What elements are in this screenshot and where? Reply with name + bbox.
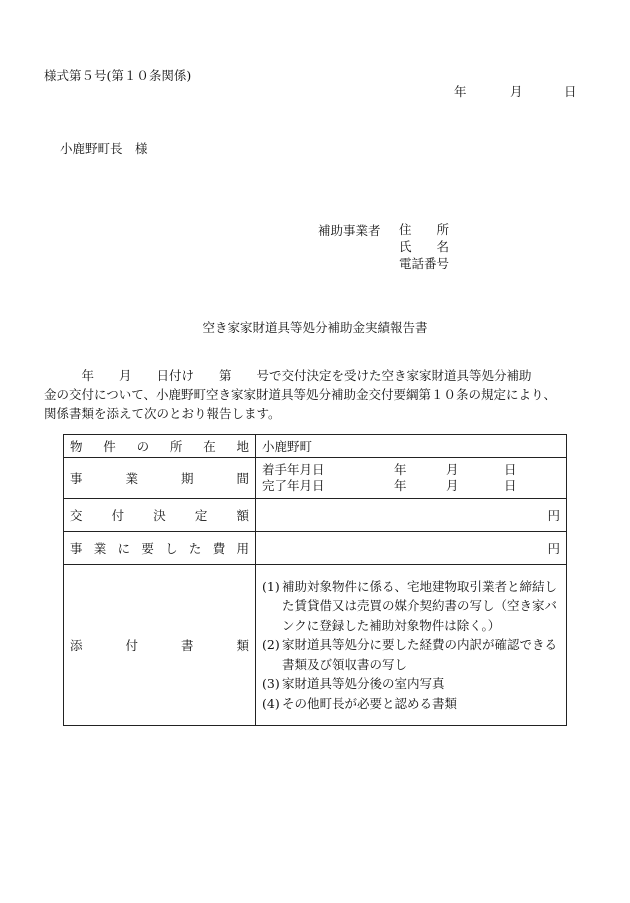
form-number: 様式第５号(第１０条関係) [44,68,192,83]
label-char: 間 [236,471,249,486]
attachment-item [262,674,560,694]
label-char: 業 [93,541,107,556]
label-char: 所 [169,439,183,454]
row-grant-amount [64,499,567,532]
label-char: 費 [212,541,226,556]
attachment-list [262,573,560,718]
property-location-value: 小鹿野町 [256,435,567,458]
project-period-value [256,458,567,499]
label-char: 添 [70,638,83,653]
grant-amount-label [64,499,256,532]
label-char: た [188,541,202,556]
label-char: 期 [180,471,194,486]
attachments-label [64,565,256,726]
attachment-text: 補助対象物件に係る、宅地建物取引業者と締結した賃貸借又は売買の媒介契約書の写し（空き家バンクに登録した補助対象物件は除く。） [282,578,558,633]
date-day: 日 [564,84,577,99]
row-project-cost [64,532,567,565]
label-char: 書 [180,638,194,653]
attachment-number: (1) [262,578,280,594]
attachment-number: (3) [262,676,280,692]
label-char: 件 [103,439,116,454]
project-period-label [64,458,256,499]
label-char: 要 [141,541,154,556]
attachment-text: 家財道具等処分後の室内写真 [282,676,445,692]
date-year: 年 [454,84,467,99]
label-char: し [165,541,178,556]
applicant-phone-label: 電話番号 [399,256,450,271]
applicant-fields [399,221,449,272]
report-date [454,82,577,100]
attachment-text: 家財道具等処分に要した経費の内訳が確認できる書類及び領収書の写し [282,637,558,672]
attachment-item [262,694,560,714]
start-year: 年 [394,462,407,477]
label-char: 決 [153,508,166,523]
body-line: 年 月 日付け 第 号で交付決定を受けた空き家家財道具等処分補助 [44,368,532,383]
attachment-item [262,577,560,636]
attachment-number: (2) [262,637,280,653]
applicant-label: 補助事業者 [318,223,381,238]
start-day: 日 [504,462,517,477]
end-day: 日 [504,478,517,493]
addressee: 小鹿野町長 様 [60,141,148,156]
row-attachments [64,565,567,726]
report-table [63,434,567,726]
grant-amount-value: 円 [256,499,567,532]
applicant-address-label: 住 所 [399,222,450,237]
label-char: 付 [111,508,125,523]
body-paragraph [44,366,589,423]
end-month: 月 [446,478,459,493]
label-char: の [136,439,150,454]
label-char: 物 [70,439,83,454]
label-char: 業 [125,471,138,486]
end-date-line [262,478,560,494]
body-line: 金の交付について、小鹿野町空き家家財道具等処分補助金交付要綱第１０条の規定により、 [44,387,557,402]
project-cost-value: 円 [256,532,567,565]
end-date-label: 完了年月日 [262,478,325,493]
end-year: 年 [394,478,407,493]
label-char: 額 [236,508,249,523]
applicant-name-label: 氏 名 [399,239,450,254]
label-char: に [117,541,131,556]
row-project-period [64,458,567,499]
row-property-location [64,435,567,458]
body-line: 関係書類を添えて次のとおり報告します。 [44,406,281,421]
label-char: 在 [203,439,216,454]
attachment-item [262,635,560,674]
attachments-value [256,565,567,726]
label-char: 地 [236,439,249,454]
property-location-label [64,435,256,458]
attachment-number: (4) [262,695,280,711]
project-cost-label [64,532,256,565]
date-month: 月 [510,84,523,99]
start-month: 月 [446,462,459,477]
start-date-label: 着手年月日 [262,462,325,477]
label-char: 事 [70,541,83,556]
label-char: 事 [70,471,83,486]
start-date-line [262,462,560,478]
document-title: 空き家家財道具等処分補助金実績報告書 [202,320,428,335]
label-char: 定 [194,508,208,523]
attachment-text: その他町長が必要と認める書類 [282,695,458,711]
label-char: 付 [125,638,138,653]
label-char: 用 [236,541,249,556]
label-char: 交 [70,508,83,523]
label-char: 類 [236,638,249,653]
